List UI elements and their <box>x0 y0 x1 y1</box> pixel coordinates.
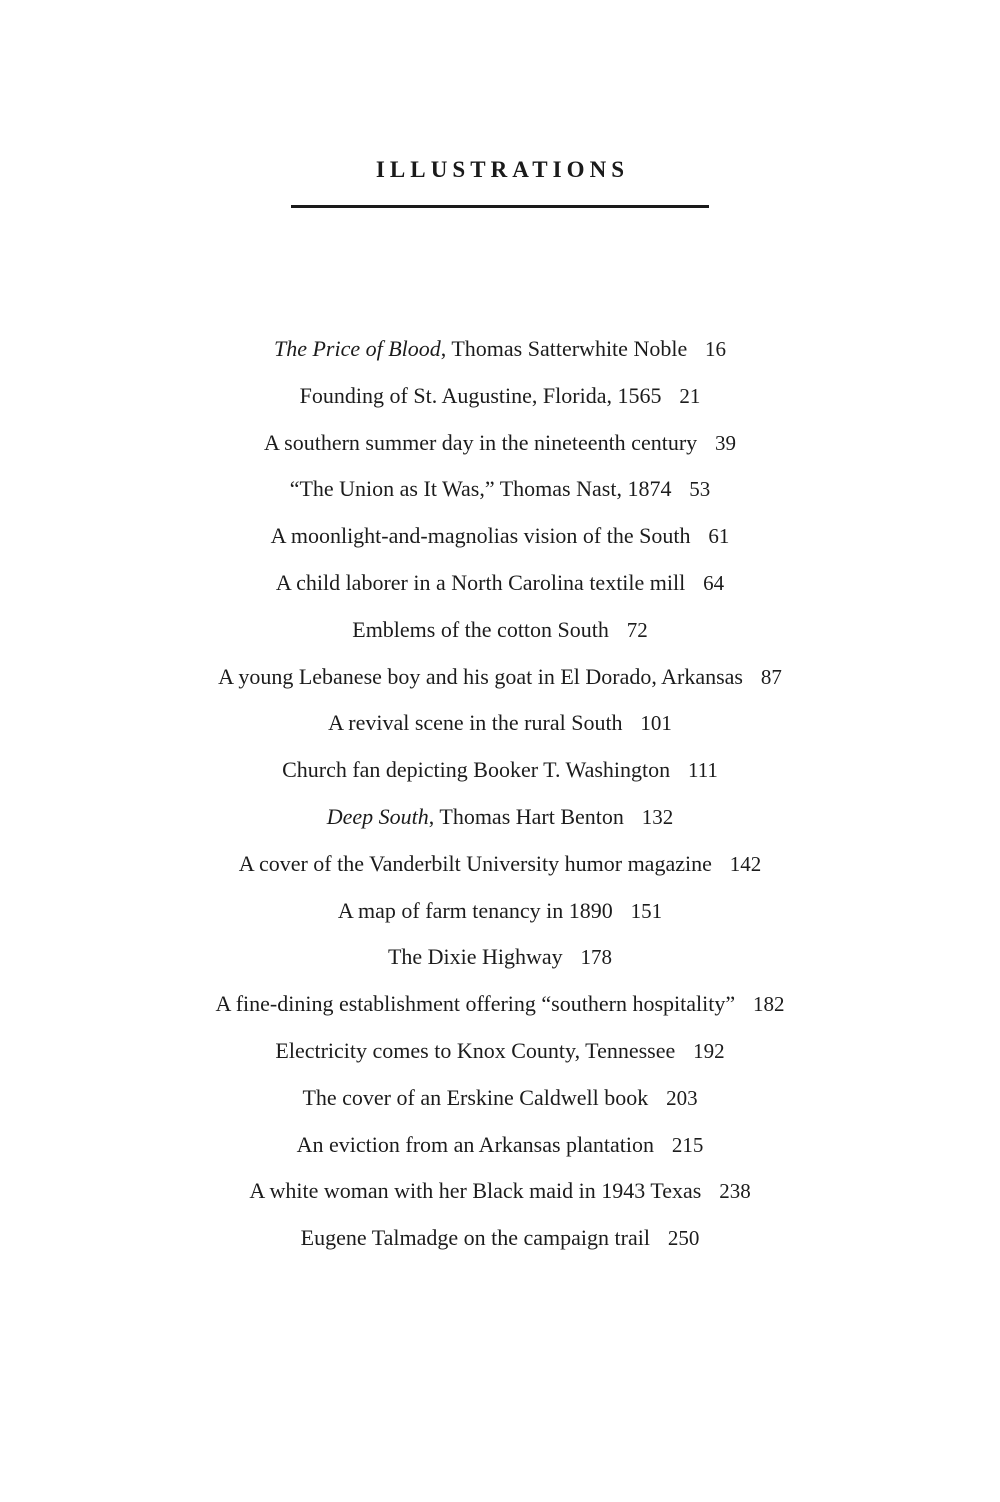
illustration-entry <box>0 1215 1000 1262</box>
entry-page-number: 182 <box>752 992 785 1017</box>
heading-block <box>0 0 1000 208</box>
illustration-entry <box>0 981 1000 1028</box>
illustrations-list <box>0 326 1000 1262</box>
entry-caption: Church fan depicting Booker T. Washington <box>282 757 671 783</box>
entry-caption: A revival scene in the rural South <box>328 710 623 736</box>
entry-page-number: 151 <box>630 898 663 923</box>
illustration-entry <box>0 654 1000 701</box>
entry-caption: A child laborer in a North Carolina textile mill <box>275 569 686 595</box>
entry-page-number: 132 <box>641 804 674 829</box>
illustration-entry <box>0 888 1000 935</box>
entry-caption: The Dixie Highway <box>387 944 563 970</box>
entry-caption: Founding of St. Augustine, Florida, 1565 <box>299 382 662 408</box>
illustration-entry <box>0 747 1000 794</box>
entry-caption: “The Union as It Was,” Thomas Nast, 1874 <box>289 476 672 502</box>
illustration-entry <box>0 560 1000 607</box>
entry-page-number: 64 <box>703 570 725 595</box>
entry-caption: Electricity comes to Knox County, Tennessee <box>275 1037 676 1063</box>
entry-caption: A young Lebanese boy and his goat in El Dorado, Arkansas <box>218 663 743 689</box>
entry-page-number: 238 <box>719 1179 751 1204</box>
page-title: ILLUSTRATIONS <box>375 157 630 182</box>
entry-page-number: 203 <box>666 1085 698 1110</box>
entry-caption: , Thomas Satterwhite Noble <box>440 336 688 361</box>
entry-caption: The cover of an Erskine Caldwell book <box>302 1084 649 1110</box>
illustration-entry <box>0 420 1000 467</box>
entry-caption: Emblems of the cotton South <box>352 616 609 642</box>
entry-caption: A moonlight-and-magnolias vision of the South <box>270 523 691 549</box>
illustration-entry <box>0 841 1000 888</box>
illustration-entry <box>0 1075 1000 1122</box>
entry-caption: An eviction from an Arkansas plantation <box>296 1131 655 1157</box>
entry-page-number: 101 <box>640 711 672 736</box>
illustration-entry <box>0 1122 1000 1169</box>
entry-page-number: 61 <box>708 524 730 549</box>
illustration-entry <box>0 1168 1000 1215</box>
entry-title-italic: The Price of Blood <box>273 336 441 361</box>
entry-page-number: 39 <box>715 430 736 455</box>
entry-page-number: 250 <box>667 1226 700 1251</box>
entry-page-number: 142 <box>729 851 762 876</box>
entry-page-number: 178 <box>580 945 613 970</box>
illustration-entry <box>0 513 1000 560</box>
entry-caption: A southern summer day in the nineteenth century <box>263 429 698 455</box>
illustration-entry <box>0 326 1000 373</box>
entry-caption: , Thomas Hart Benton <box>428 803 624 829</box>
illustration-entry <box>0 373 1000 420</box>
illustration-entry <box>0 1028 1000 1075</box>
entry-caption: Eugene Talmadge on the campaign trail <box>300 1225 650 1251</box>
entry-title-italic: Deep South <box>326 803 429 829</box>
entry-page-number: 87 <box>760 664 782 689</box>
illustration-entry <box>0 607 1000 654</box>
entry-page-number: 192 <box>693 1038 725 1063</box>
illustration-entry <box>0 466 1000 513</box>
entry-caption: A white woman with her Black maid in 1943 Texas <box>249 1178 702 1204</box>
entry-caption: A map of farm tenancy in 1890 <box>337 897 613 923</box>
entry-page-number: 72 <box>626 617 648 642</box>
illustration-entry <box>0 794 1000 841</box>
entry-page-number: 16 <box>705 337 727 361</box>
entry-caption: A fine-dining establishment offering “southern hospitality” <box>215 991 736 1017</box>
entry-page-number: 21 <box>679 383 701 408</box>
entry-caption: A cover of the Vanderbilt University humor magazine <box>238 850 712 876</box>
entry-page-number: 111 <box>687 758 718 783</box>
entry-page-number: 53 <box>689 477 711 502</box>
entry-page-number: 215 <box>671 1132 704 1157</box>
illustration-entry <box>0 934 1000 981</box>
illustration-entry <box>0 700 1000 747</box>
title-rule <box>291 205 709 208</box>
